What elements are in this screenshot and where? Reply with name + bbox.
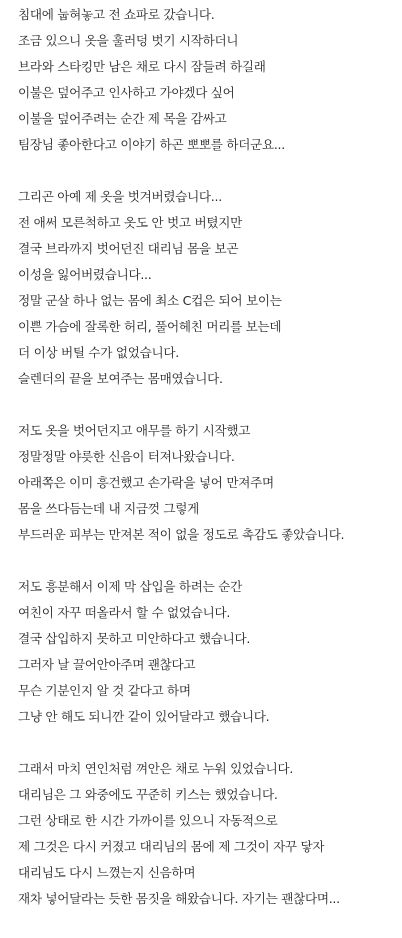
paragraph-1 (18, 2, 398, 158)
text-line: 재차 넣어달라는 듯한 몸짓을 해왔습니다. 자기는 괜찮다며... (18, 891, 340, 906)
text-line: 그냥 안 해도 되니깐 같이 있어달라고 했습니다. (18, 709, 270, 724)
text-line: 정말 군살 하나 없는 몸에 최소 C컵은 되어 보이는 (18, 293, 282, 308)
text-line: 여친이 자꾸 떠올라서 할 수 없었습니다. (18, 605, 231, 620)
text-line: 그러자 날 끌어안아주며 괜찮다고 (18, 657, 196, 672)
text-line: 전 애써 모른척하고 옷도 안 벗고 버텼지만 (18, 215, 242, 230)
text-line: 이불은 덮어주고 인사하고 가야겠다 싶어 (18, 85, 235, 100)
text-line: 저도 흥분해서 이제 막 삽입을 하려는 순간 (18, 579, 242, 594)
text-line: 슬렌더의 끝을 보여주는 몸매였습니다. (18, 371, 223, 386)
text-line: 대리님은 그 와중에도 꾸준히 키스는 했었습니다. (18, 787, 278, 802)
text-line: 그런 상태로 한 시간 가까이를 있으니 자동적으로 (18, 813, 278, 828)
text-line: 이불을 덮어주려는 순간 제 목을 감싸고 (18, 111, 227, 126)
text-line: 이쁜 가슴에 잘록한 허리, 풀어헤친 머리를 보는데 (18, 319, 282, 334)
text-line: 아래쪽은 이미 흥건했고 손가락을 넣어 만져주며 (18, 475, 274, 490)
paragraph-4 (18, 574, 398, 730)
document-body (18, 2, 398, 938)
text-line: 대리님도 다시 느꼈는지 신음하며 (18, 865, 196, 880)
text-line: 결국 브라까지 벗어던진 대리님 몸을 보곤 (18, 241, 239, 256)
text-line: 그래서 마치 연인처럼 껴안은 채로 누워 있었습니다. (18, 761, 294, 776)
text-line: 결국 삽입하지 못하고 미안하다고 했습니다. (18, 631, 251, 646)
text-line: 이성을 잃어버렸습니다... (18, 267, 152, 282)
paragraph-3 (18, 418, 398, 548)
text-line: 팀장님 좋아한다고 이야기 하곤 뽀뽀를 하더군요... (18, 137, 285, 152)
text-line: 그리곤 아예 제 옷을 벗겨버렸습니다... (18, 189, 222, 204)
text-line: 몸을 쓰다듬는데 내 지금껏 그렇게 (18, 501, 199, 516)
text-line: 정말정말 야릇한 신음이 터져나왔습니다. (18, 449, 235, 464)
paragraph-2 (18, 184, 398, 392)
text-line: 더 이상 버틸 수가 없었습니다. (18, 345, 179, 360)
text-line: 침대에 눕혀놓고 전 쇼파로 갔습니다. (18, 7, 215, 22)
text-line: 제 그것은 다시 커졌고 대리님의 몸에 제 그것이 자꾸 닿자 (18, 839, 325, 854)
text-line: 저도 옷을 벗어던지고 애무를 하기 시작했고 (18, 423, 251, 438)
text-line: 부드러운 피부는 만져본 적이 없을 정도로 촉감도 좋았습니다. (18, 527, 345, 542)
text-line: 조금 있으니 옷을 훌러덩 벗기 시작하더니 (18, 33, 239, 48)
text-line: 무슨 기분인지 알 것 같다고 하며 (18, 683, 191, 698)
text-line: 브라와 스타킹만 남은 채로 다시 잠들려 하길래 (18, 59, 266, 74)
